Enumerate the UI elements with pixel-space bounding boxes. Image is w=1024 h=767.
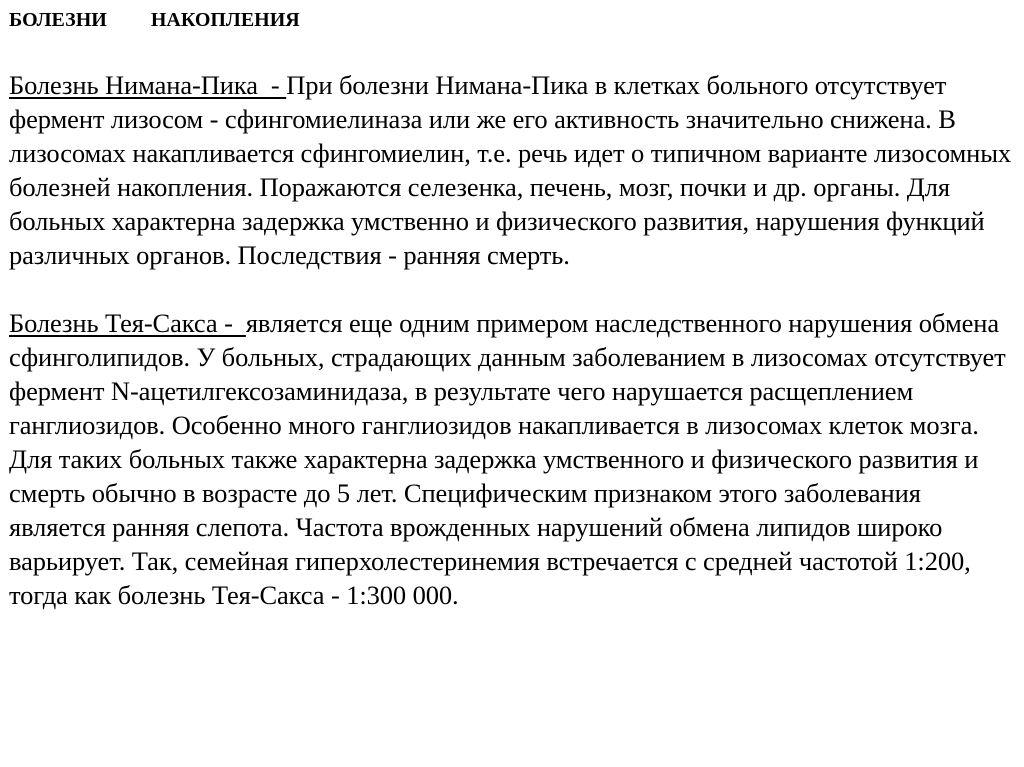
paragraph-text-tay-sachs: является еще одним примером наследственного нарушения обмена сфинголипидов. У больных, страдающих данным заболеванием в лизосомах отсутствует фермент N-ацетилгексозаминидаза, в результате чего нарушается расщеплением ганглиозидов. Особенно много ганглиозидов накапливается в лизосомах клеток мозга. Для таких больных также характерна задержка умственного и физического развития и смерть обычно в возрасте до 5 лет. Специфическим признаком этого заболевания является ранняя слепота. Частота врожденных нарушений обмена липидов широко варьирует. Так, семейная гиперхолестеринемия встречается с средней частотой 1:200, тогда как болезнь Тея-Сакса - 1:300 000. bbox=[9, 308, 1006, 610]
term-niemann-pick: Болезнь Нимана-Пика - bbox=[9, 70, 287, 100]
paragraph-niemann-pick bbox=[9, 68, 1015, 272]
heading-word-2: НАКОПЛЕНИЯ bbox=[150, 9, 300, 31]
term-tay-sachs: Болезнь Тея-Сакса - bbox=[9, 308, 246, 338]
paragraph-tay-sachs bbox=[9, 306, 1015, 612]
document-page bbox=[9, 0, 1015, 612]
heading-word-1: БОЛЕЗНИ bbox=[9, 9, 107, 31]
document-heading bbox=[9, 0, 1015, 32]
paragraph-text-niemann-pick: При болезни Нимана-Пика в клетках больного отсутствует фермент лизосом - сфингомиелиназа или же его активность значительно снижена. В лизосомах накапливается сфингомиелин, т.е. речь идет о типичном варианте лизосомных болезней накопления. Поражаются селезенка, печень, мозг, почки и др. органы. Для больных характерна задержка умственно и физического развития, нарушения функций различных органов. Последствия - ранняя смерть. bbox=[9, 70, 1012, 270]
